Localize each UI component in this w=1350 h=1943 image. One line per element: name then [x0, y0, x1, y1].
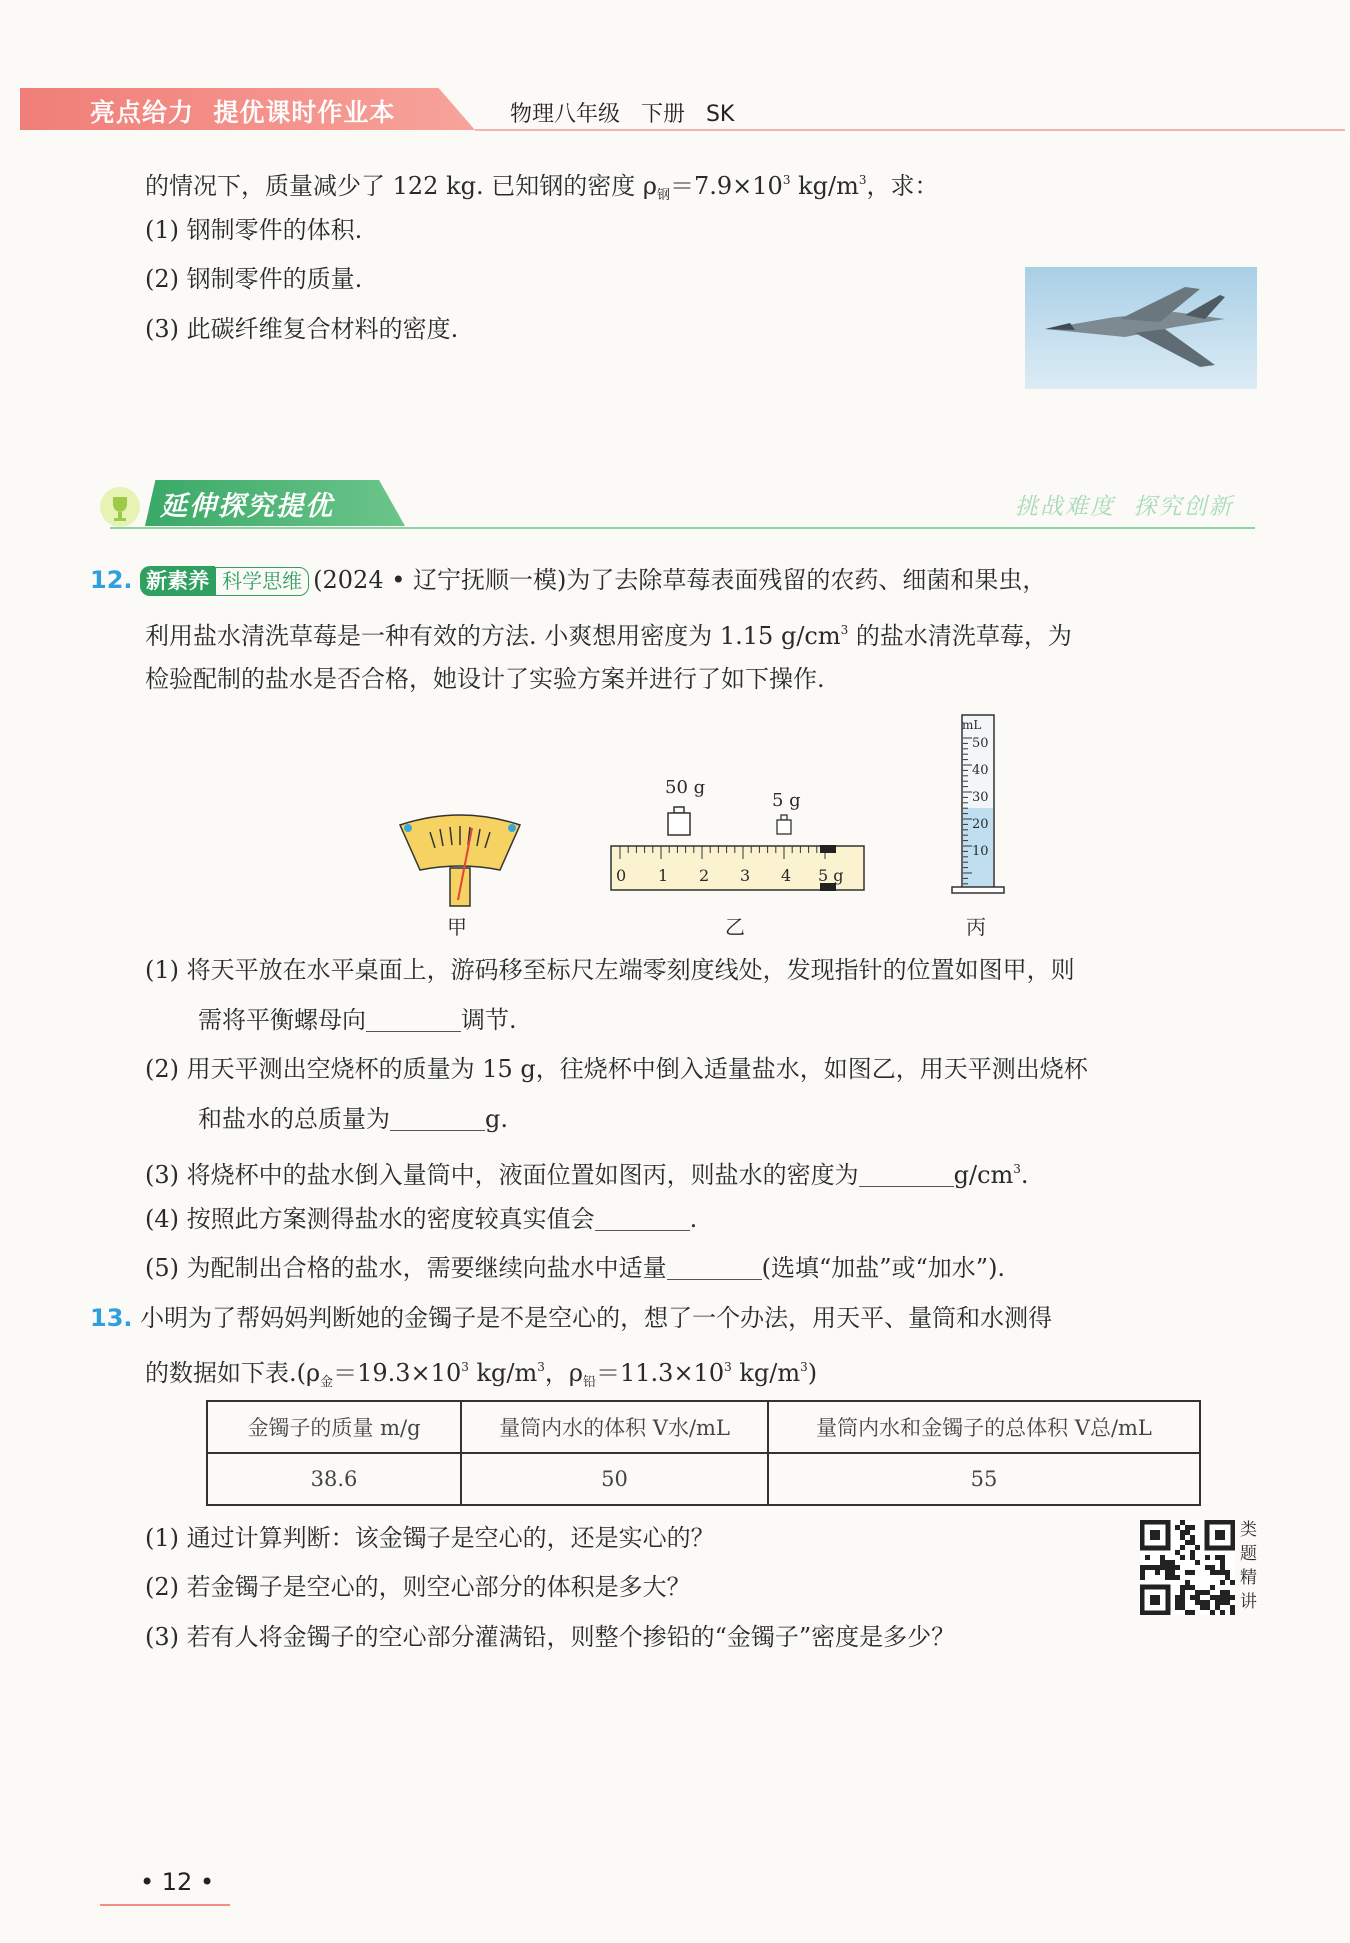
answer-blank-5[interactable]	[667, 1253, 762, 1280]
qr-module	[1165, 1560, 1170, 1565]
qr-module	[1210, 1610, 1215, 1615]
qr-module	[1220, 1560, 1225, 1565]
qr-module	[1190, 1555, 1195, 1560]
footer-divider	[100, 1904, 230, 1906]
cylinder-tick-30: 30	[972, 790, 989, 805]
fig-label-bing: 丙	[966, 915, 986, 939]
qr-module	[1225, 1570, 1230, 1575]
qr-module	[1175, 1600, 1180, 1605]
qr-module	[1180, 1595, 1185, 1600]
qr-module	[1195, 1590, 1200, 1595]
qr-module	[1185, 1585, 1190, 1590]
qr-module	[1160, 1560, 1165, 1565]
cylinder-unit: mL	[962, 718, 982, 732]
qr-code-icon[interactable]	[1140, 1520, 1235, 1615]
qr-module	[1175, 1565, 1180, 1570]
qr-module	[1170, 1570, 1175, 1575]
scale-tick-1: 1	[658, 866, 669, 885]
q12-sub1-line2: 需将平衡螺母向 调节.	[198, 1006, 517, 1034]
qr-module	[1205, 1555, 1210, 1560]
trophy-icon	[100, 487, 140, 527]
qr-module	[1195, 1600, 1200, 1605]
scale-tick-2: 2	[699, 866, 710, 885]
q12-tag-thinking: 科学思维	[215, 567, 309, 596]
header-divider	[475, 129, 1345, 131]
qr-module	[1180, 1605, 1185, 1610]
q13-item-1: (1) 通过计算判断：该金镯子是空心的，还是实心的？	[145, 1524, 715, 1552]
cylinder-tick-40: 40	[972, 763, 989, 778]
qr-module	[1220, 1595, 1225, 1600]
section-subtitle: 挑战难度 探究创新	[1015, 494, 1234, 520]
qr-module	[1220, 1580, 1225, 1585]
qr-module	[1180, 1520, 1185, 1525]
qr-module	[1220, 1590, 1225, 1595]
table-header-water-volume: 量筒内水的体积 V水/mL	[461, 1401, 768, 1453]
qr-module	[1225, 1590, 1230, 1595]
qr-module	[1155, 1570, 1160, 1575]
qr-module	[1205, 1600, 1210, 1605]
header-brand: 亮点给力 提优课时作业本	[90, 98, 396, 127]
scale-tick-labels	[610, 866, 870, 890]
q13-line1: 13. 小明为了帮妈妈判断她的金镯子是不是空心的，想了一个办法，用天平、量筒和水测得	[90, 1304, 1053, 1332]
qr-module	[1185, 1530, 1190, 1535]
qr-module	[1180, 1545, 1185, 1550]
qr-module	[1230, 1595, 1235, 1600]
qr-module	[1215, 1570, 1220, 1575]
qr-module	[1225, 1595, 1230, 1600]
q11-item-1: (1) 钢制零件的体积.	[145, 216, 363, 244]
q13-line2: 的数据如下表$.(\rho_金=19.3\times 10^3$ $kg/m^3$，$\rho_铅=11.3\times 10^3$ $kg/m^3$)	[145, 1359, 818, 1390]
q12-sub2-line1: (2) 用天平测出空烧杯的质量为 15 g，往烧杯中倒入适量盐水，如图乙，用天平测出烧杯	[145, 1055, 1088, 1083]
header-book-info: 物理八年级 下册 SK	[510, 102, 735, 127]
qr-module	[1160, 1565, 1165, 1570]
q12-sub4: (4) 按照此方案测得盐水的密度较真实值会 .	[145, 1205, 698, 1233]
answer-blank-1[interactable]	[366, 1005, 461, 1032]
weight-label-50g: 50 g	[665, 777, 706, 798]
qr-module	[1195, 1560, 1200, 1565]
weight-50g-icon	[665, 805, 693, 837]
qr-module	[1225, 1575, 1230, 1580]
qr-module	[1200, 1605, 1205, 1610]
qr-module	[1140, 1570, 1145, 1575]
qr-module	[1190, 1550, 1195, 1555]
qr-module	[1175, 1525, 1180, 1530]
qr-module	[1190, 1595, 1195, 1600]
qr-module	[1180, 1555, 1185, 1560]
qr-module	[1170, 1575, 1175, 1580]
qr-module	[1195, 1545, 1200, 1550]
qr-caption: 类 题 精 讲	[1240, 1520, 1257, 1612]
qr-module	[1185, 1525, 1190, 1530]
answer-blank-4[interactable]	[595, 1204, 690, 1231]
q13-data-table	[206, 1400, 1201, 1506]
qr-module	[1210, 1585, 1215, 1590]
qr-module	[1220, 1555, 1225, 1560]
qr-module	[1220, 1610, 1225, 1615]
qr-module	[1210, 1570, 1215, 1575]
balance-pointer-figure	[395, 810, 525, 910]
qr-module	[1180, 1530, 1185, 1535]
q13-number: 13.	[90, 1304, 133, 1332]
scale-tick-5g: 5 g	[818, 866, 844, 885]
qr-module	[1220, 1570, 1225, 1575]
qr-module	[1230, 1610, 1235, 1615]
qr-module	[1155, 1565, 1160, 1570]
q12-tag-literacy: 新素养	[140, 566, 215, 596]
answer-blank-3[interactable]	[859, 1160, 954, 1187]
table-cell-mass: 38.6	[207, 1453, 461, 1505]
qr-module	[1175, 1550, 1180, 1555]
q12-number: 12.	[90, 566, 133, 594]
qr-module	[1165, 1570, 1170, 1575]
qr-module	[1185, 1570, 1190, 1575]
qr-module	[1145, 1555, 1150, 1560]
table-cell-water-volume: 50	[461, 1453, 768, 1505]
qr-module	[1180, 1600, 1185, 1605]
scale-tick-4: 4	[781, 866, 792, 885]
table-header-total-volume: 量筒内水和金镯子的总体积 V总/mL	[768, 1401, 1200, 1453]
scale-tick-3: 3	[740, 866, 751, 885]
qr-module	[1165, 1565, 1170, 1570]
qr-module	[1180, 1590, 1185, 1595]
qr-module	[1200, 1590, 1205, 1595]
cylinder-tick-10: 10	[972, 844, 989, 859]
cylinder-tick-20: 20	[972, 817, 989, 832]
section-divider	[110, 527, 1255, 529]
qr-module	[1215, 1555, 1220, 1560]
qr-module	[1190, 1535, 1195, 1540]
qr-module	[1175, 1575, 1180, 1580]
q11-line1: 的情况下，质量减少了 122 kg. 已知钢的密度 $\rho_钢=7.9\times 10^3$ $kg/m^3$，求：	[145, 172, 939, 203]
q12-sub2-line2: 和盐水的总质量为 g.	[198, 1105, 508, 1133]
qr-module	[1205, 1605, 1210, 1610]
qr-module	[1160, 1555, 1165, 1560]
qr-module	[1190, 1610, 1195, 1615]
qr-module	[1185, 1610, 1190, 1615]
qr-module	[1210, 1565, 1215, 1570]
qr-module	[1230, 1605, 1235, 1610]
qr-module	[1220, 1600, 1225, 1605]
qr-module	[1175, 1605, 1180, 1610]
q11-item-2: (2) 钢制零件的质量.	[145, 265, 363, 293]
qr-module	[1170, 1565, 1175, 1570]
qr-module	[1180, 1535, 1185, 1540]
table-cell-total-volume: 55	[768, 1453, 1200, 1505]
q12-sub1-line1: (1) 将天平放在水平桌面上，游码移至标尺左端零刻度线处，发现指针的位置如图甲，则	[145, 956, 1075, 984]
qr-module	[1145, 1565, 1150, 1570]
qr-module	[1215, 1605, 1220, 1610]
qr-module	[1210, 1595, 1215, 1600]
q12-line2: 利用盐水清洗草莓是一种有效的方法. 小爽想用密度为 1.15 $g/cm^3$ 的盐水清洗草莓，为	[145, 622, 1072, 650]
weight-label-5g: 5 g	[772, 790, 801, 811]
qr-module	[1190, 1585, 1195, 1590]
table-row	[207, 1453, 1200, 1505]
qr-module	[1230, 1580, 1235, 1585]
q12-line1: 12. 新素养 科学思维 (2024 • 辽宁抚顺一模)为了去除草莓表面残留的农药、细菌和果虫，	[90, 566, 1047, 594]
q12-sub3: (3) 将烧杯中的盐水倒入量筒中，液面位置如图丙，则盐水的密度为 $g/cm^3$.	[145, 1161, 1029, 1189]
qr-module	[1190, 1570, 1195, 1575]
qr-module	[1205, 1590, 1210, 1595]
fighter-jet-photo	[1025, 267, 1257, 389]
fig-label-jia: 甲	[447, 915, 467, 939]
qr-module	[1200, 1600, 1205, 1605]
fig-label-yi: 乙	[725, 915, 745, 939]
qr-module	[1170, 1560, 1175, 1565]
qr-module	[1215, 1595, 1220, 1600]
qr-module	[1190, 1525, 1195, 1530]
qr-module	[1175, 1595, 1180, 1600]
qr-module	[1140, 1565, 1145, 1570]
table-header-mass: 金镯子的质量 m/g	[207, 1401, 461, 1453]
q11-item-3: (3) 此碳纤维复合材料的密度.	[145, 315, 459, 343]
qr-module	[1150, 1565, 1155, 1570]
section-title: 延伸探究提优	[160, 491, 334, 522]
qr-module	[1140, 1575, 1145, 1580]
qr-module	[1190, 1540, 1195, 1545]
qr-module	[1225, 1600, 1230, 1605]
q13-item-2: (2) 若金镯子是空心的，则空心部分的体积是多大？	[145, 1573, 691, 1601]
qr-module	[1185, 1540, 1190, 1545]
qr-module	[1220, 1565, 1225, 1570]
q13-item-3: (3) 若有人将金镯子的空心部分灌满铅，则整个掺铅的“金镯子”密度是多少？	[145, 1623, 956, 1651]
q12-sub5: (5) 为配制出合格的盐水，需要继续向盐水中适量 (选填“加盐”或“加水”).	[145, 1254, 1006, 1282]
answer-blank-2[interactable]	[390, 1104, 485, 1131]
qr-module	[1185, 1580, 1190, 1585]
qr-module	[1195, 1595, 1200, 1600]
page-number: • 12 •	[140, 1868, 215, 1896]
scale-tick-0: 0	[616, 866, 627, 885]
weight-5g-icon	[775, 814, 793, 836]
qr-module	[1215, 1600, 1220, 1605]
qr-module	[1165, 1575, 1170, 1580]
qr-module	[1205, 1565, 1210, 1570]
table-header-row	[207, 1401, 1200, 1453]
cylinder-tick-50: 50	[972, 736, 989, 751]
qr-module	[1180, 1585, 1185, 1590]
q12-line3: 检验配制的盐水是否合格，她设计了实验方案并进行了如下操作.	[145, 665, 825, 693]
